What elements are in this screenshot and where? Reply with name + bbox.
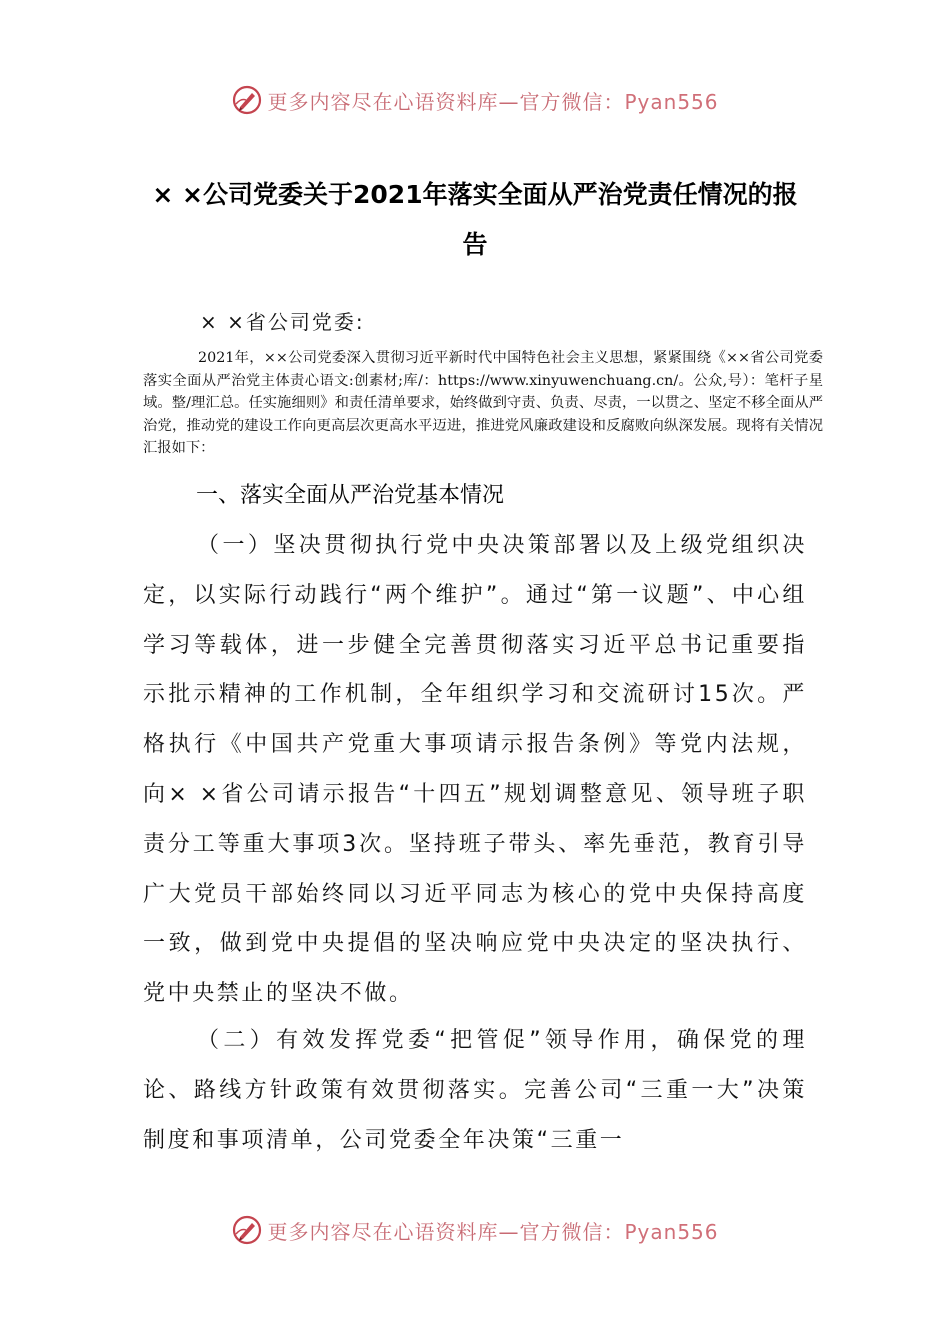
header-banner — [0, 80, 950, 120]
intro-paragraph: 2021年，××公司党委深入贯彻习近平新时代中国特色社会主义思想，紧紧围绕《××省公司党委落实全面从严治党主体责心语文:创素材;库/：https://www.xinyuwenchuang.cn/。公众,号）：笔杆子星域。整/理汇总。任实施细则》和责任清单要求，始终做到守责、负责、尽责，一以贯之、坚定不移全面从严治党，推动党的建设工作向更高层次更高水平迈进，推进党风廉政建设和反腐败向纵深发展。现将有关情况汇报如下： — [143, 350, 823, 457]
salutation: × ×省公司党委: — [200, 310, 365, 334]
title-line-2: 告 — [462, 230, 488, 259]
document-title — [140, 170, 810, 270]
paragraph-text: （一）坚决贯彻执行党中央决策部署以及上级党组织决定，以实际行动践行“两个维护”。通过“第一议题”、中心组学习等载体，进一步健全完善贯彻落实习近平总书记重要指示批示精神的工作机制，全年组织学习和交流研讨15次。严格执行《中国共产党重大事项请示报告条例》等党内法规，向× ×省公司请示报告“十四五”规划调整意见、领导班子职责分工等重大事项3次。坚持班子带头、率先垂范，教育引导广大党员干部始终同以习近平同志为核心的党中央保持高度一致，做到党中央提倡的坚决响应党中央决定的坚决执行、党中央禁止的坚决不做。 — [143, 533, 807, 1007]
body-paragraph-1 — [143, 521, 807, 1019]
section-heading-1: 一、落实全面从严治党基本情况 — [196, 483, 505, 508]
paragraph-text: （二）有效发挥党委“把管促”领导作用，确保党的理论、路线方针政策有效贯彻落实。完善公司“三重一大”决策制度和事项清单，公司党委全年决策“三重一 — [143, 1028, 807, 1153]
body-paragraph-2 — [143, 1016, 807, 1165]
title-line-1: × ×公司党委关于2021年落实全面从严治党责任情况的报 — [152, 180, 798, 209]
banner-text: 更多内容尽在心语资料库—官方微信：Pyan556 — [267, 89, 719, 114]
pen-logo-icon — [231, 84, 263, 116]
footer-banner — [0, 1210, 950, 1250]
banner-text: 更多内容尽在心语资料库—官方微信：Pyan556 — [267, 1219, 719, 1244]
pen-logo-icon — [231, 1214, 263, 1246]
